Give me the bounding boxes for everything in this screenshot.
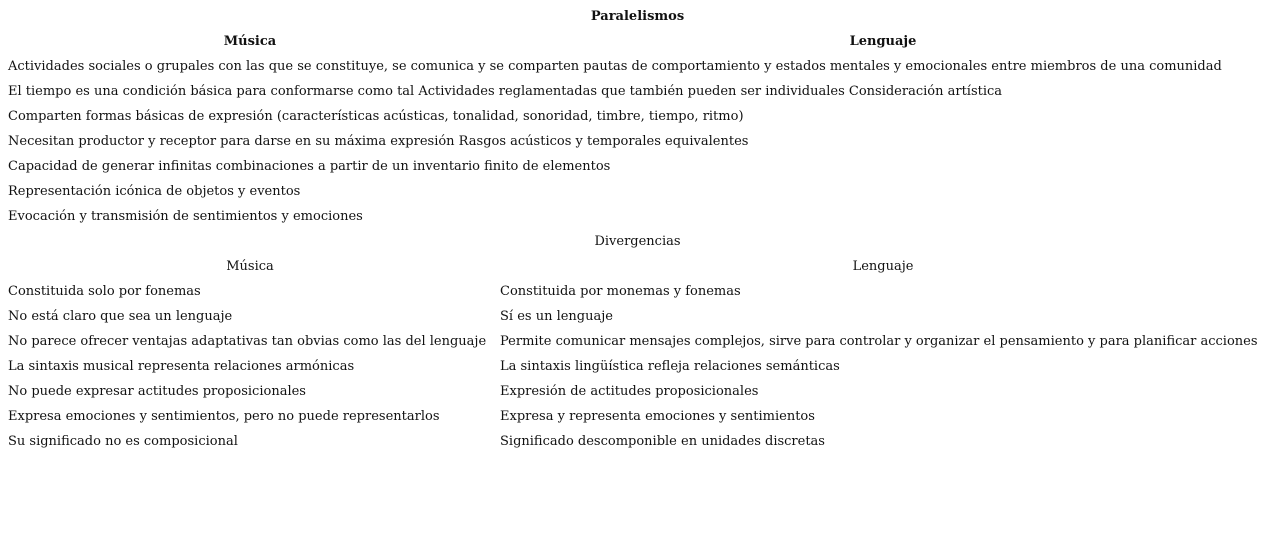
paralelismos-header-lenguaje: Lenguaje [849,34,917,49]
divergencias-row [0,329,1275,354]
divergencias-lenguaje-cell: Permite comunicar mensajes complejos, sirve para controlar y organizar el pensamiento y para planificar acciones [500,334,1258,349]
divergencias-row [0,304,1275,329]
divergencias-musica-cell: La sintaxis musical representa relaciones armónicas [8,359,355,374]
paralelismos-row [0,79,1275,104]
divergencias-musica-cell: No parece ofrecer ventajas adaptativas tan obvias como las del lenguaje [8,334,487,349]
divergencias-musica-cell: Su significado no es composicional [8,434,238,449]
divergencias-lenguaje-cell: Significado descomponible en unidades discretas [500,434,825,449]
divergencias-musica-cell: No está claro que sea un lenguaje [8,309,233,324]
paralelismos-row [0,129,1275,154]
paralelismos-row [0,154,1275,179]
paralelismos-header-row [0,29,1275,54]
paralelismos-row [0,179,1275,204]
paralelismos-title: Paralelismos [590,9,685,24]
divergencias-row [0,279,1275,304]
divergencias-musica-cell: Constituida solo por fonemas [8,284,201,299]
paralelismos-row-text: Comparten formas básicas de expresión (características acústicas, tonalidad, sonoridad, timbre, tiempo, ritmo) [8,109,744,124]
paralelismos-row-text: Actividades sociales o grupales con las que se constituye, se comunica y se comparten pautas de comportamiento y estados mentales y emocionales entre miembros de una comunidad [8,59,1222,74]
paralelismos-row-text: Capacidad de generar infinitas combinaciones a partir de un inventario finito de elementos [8,159,611,174]
paralelismos-row-text: Evocación y transmisión de sentimientos y emociones [8,209,363,224]
divergencias-header-lenguaje: Lenguaje [852,259,914,274]
divergencias-lenguaje-cell: Sí es un lenguaje [500,309,613,324]
paralelismos-row-text: Necesitan productor y receptor para darse en su máxima expresión Rasgos acústicos y temporales equivalentes [8,134,749,149]
paralelismos-row-text: Representación icónica de objetos y eventos [8,184,301,199]
divergencias-lenguaje-cell: Constituida por monemas y fonemas [500,284,741,299]
divergencias-row [0,429,1275,454]
divergencias-header-row [0,254,1275,279]
divergencias-title: Divergencias [594,234,681,249]
paralelismos-row-text: El tiempo es una condición básica para conformarse como tal Actividades reglamentadas que también pueden ser individuales Consideración artística [8,84,1003,99]
divergencias-row [0,404,1275,429]
divergencias-lenguaje-cell: Expresa y representa emociones y sentimientos [500,409,815,424]
divergencias-lenguaje-cell: Expresión de actitudes proposicionales [500,384,759,399]
divergencias-lenguaje-cell: La sintaxis lingüística refleja relaciones semánticas [500,359,840,374]
paralelismos-header-musica: Música [223,34,277,49]
divergencias-musica-cell: Expresa emociones y sentimientos, pero no puede representarlos [8,409,440,424]
divergencias-musica-cell: No puede expresar actitudes proposicionales [8,384,306,399]
divergencias-row [0,354,1275,379]
paralelismos-row [0,54,1275,79]
paralelismos-row [0,204,1275,229]
divergencias-row [0,379,1275,404]
divergencias-header-musica: Música [226,259,274,274]
paralelismos-row [0,104,1275,129]
